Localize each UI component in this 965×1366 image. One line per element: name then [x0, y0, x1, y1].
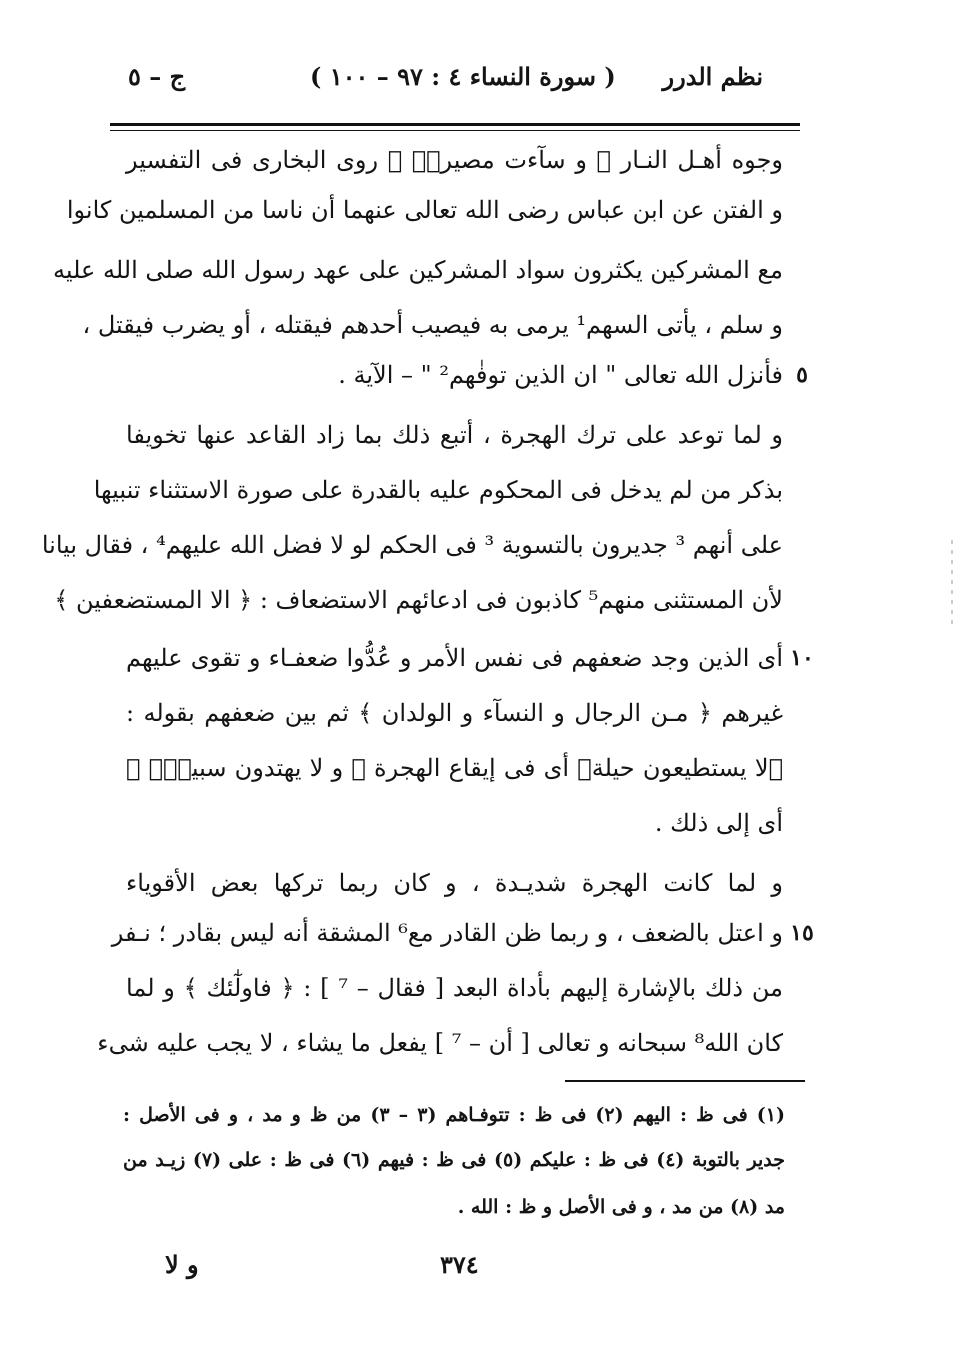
body-line: غيرهم ﴿ مـن الرجال و النسآء و الولدان ﴾ ثم بين ضعفهم بقوله :	[126, 699, 783, 727]
footnote-line: جدير بالتوبة (٤) فى ظ : عليكم (٥) فى ظ : فيهم (٦) فى ظ : على (٧) زيـد من	[123, 1149, 785, 1171]
header-book-title: نظم الدرر	[662, 62, 763, 91]
footnote-separator	[565, 1080, 805, 1082]
body-line: و لما توعد على ترك الهجرة ، أتبع ذلك بما زاد القاعد عنها تخويفا	[126, 421, 783, 449]
body-line: و اعتل بالضعف ، و ربما ظن القادر مع⁶ المشقة أنه ليس بقادر ؛ نـفر	[111, 919, 783, 947]
body-line: و لما كانت الهجرة شديـدة ، و كان ربما تركها بعض الأقوياء	[126, 869, 783, 897]
line-number: ١٥	[790, 920, 814, 946]
body-line: كان الله⁸ سبحانه و تعالى [ أن – ⁷ ] يفعل ما يشاء ، لا يجب عليه شىء	[97, 1029, 783, 1057]
body-line: و سلم ، يأتى السهم¹ يرمى به فيصيب أحدهم فيقتله ، أو يضرب فيقتل ،	[82, 311, 783, 339]
header-surah-reference: ( سورة النساء ٤ : ٩٧ – ١٠٠ )	[310, 62, 616, 91]
scan-edge-mark	[948, 540, 956, 630]
body-line: ﴿لا يستطيعون حيلة﴾ أى فى إيقاع الهجرة ﴿ و لا يهتدون سبيلاۙ ﴾	[126, 754, 783, 782]
body-line: أى الذين وجد ضعفهم فى نفس الأمر و عُدُّوا ضعفـاء و تقوى عليهم	[126, 644, 783, 672]
body-line: من ذلك بالإشارة إليهم بأداة البعد [ فقال – ⁷ ] : ﴿ فاولٰٓئك ﴾ و لما	[126, 974, 783, 1002]
body-line: أى إلى ذلك .	[654, 809, 783, 837]
body-line: وجوه أهـل النـار ﴿ و سآءت مصيراۙ ﴾ روى البخارى فى التفسير	[126, 146, 783, 174]
body-line: مع المشركين يكثرون سواد المشركين على عهد رسول الله صلى الله عليه	[52, 256, 783, 284]
body-line: بذكر من لم يدخل فى المحكوم عليه بالقدرة على صورة الاستثناء تنبيها	[93, 476, 783, 504]
line-number: ٥	[796, 362, 808, 388]
footnote-line: مد (٨) من مد ، و فى الأصل و ظ : الله .	[457, 1196, 785, 1218]
header-volume: ج – ٥	[128, 62, 186, 91]
page-number: ٣٧٤	[440, 1250, 479, 1279]
catchword: و لا	[165, 1250, 199, 1279]
line-number: ١٠	[790, 645, 814, 671]
header-rule-thick	[110, 123, 800, 126]
body-line: على أنهم ³ جديرون بالتسوية ³ فى الحكم لو لا فضل الله عليهم⁴ ، فقال بيانا	[41, 531, 783, 559]
body-line: فأنزل الله تعالى " ان الذين توفٰهم² " – الآية .	[338, 361, 783, 389]
body-line: لأن المستثنى منهم⁵ كاذبون فى ادعائهم الاستضعاف : ﴿ الا المستضعفين ﴾	[54, 586, 783, 614]
footnote-line: (١) فى ظ : اليهم (٢) فى ظ : تتوفـاهم (٣ – ٣) من ظ و مد ، و فى الأصل :	[123, 1104, 786, 1126]
body-line: و الفتن عن ابن عباس رضى الله تعالى عنهما أن ناسا من المسلمين كانوا	[66, 196, 783, 224]
header-rule-thin	[110, 130, 800, 131]
